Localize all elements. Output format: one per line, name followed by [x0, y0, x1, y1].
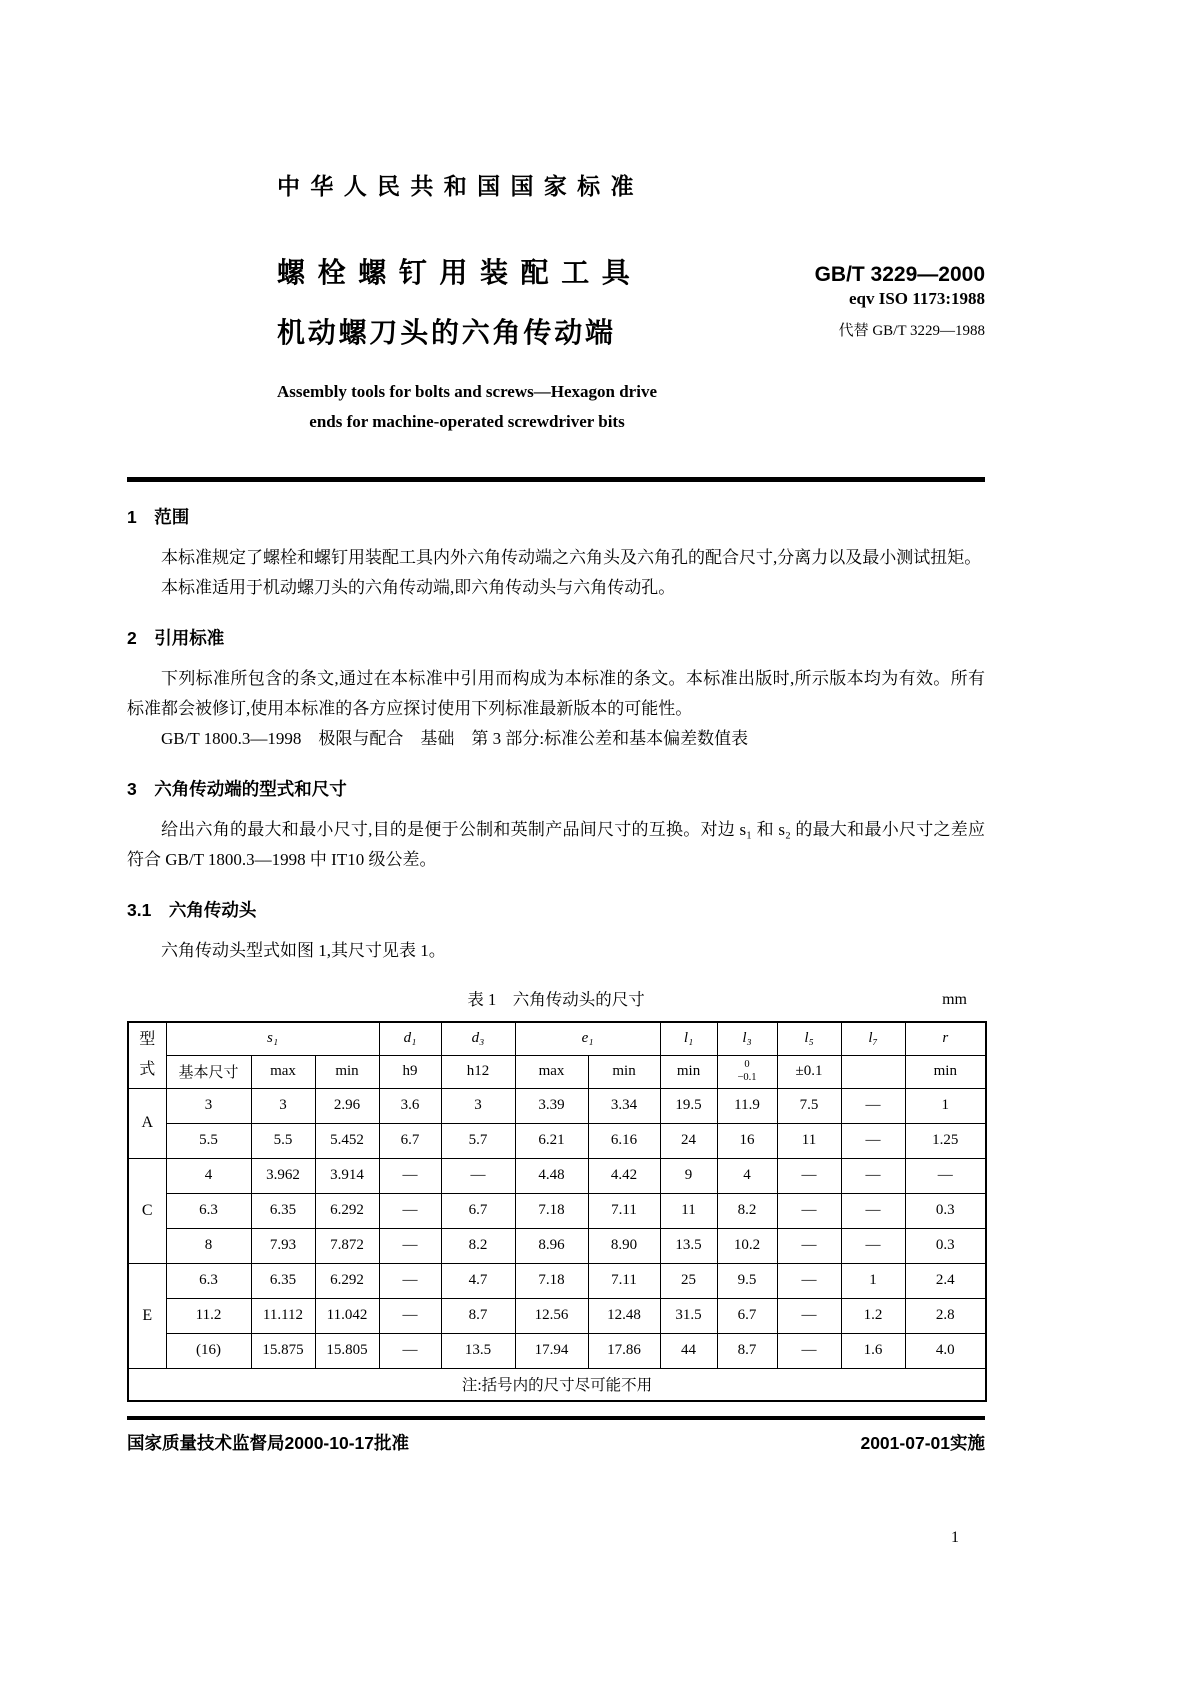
- table-row: [128, 1263, 986, 1298]
- table-row: [128, 1333, 986, 1368]
- title-row: [127, 251, 985, 351]
- table-cell: 0.3: [905, 1228, 986, 1263]
- table-cell: 25: [660, 1263, 717, 1298]
- table-cell: 4.0: [905, 1333, 986, 1368]
- table-cell: 3.34: [588, 1088, 660, 1123]
- table-cell: 6.3: [166, 1193, 251, 1228]
- table-row: [128, 1088, 986, 1123]
- document-title-en-line2: ends for machine-operated screwdriver bits: [309, 412, 625, 431]
- col-d1-tolerance: h9: [379, 1055, 441, 1088]
- table-cell: 9: [660, 1158, 717, 1193]
- table-cell: 11: [777, 1123, 841, 1158]
- table-cell: 4.42: [588, 1158, 660, 1193]
- table-cell: 7.18: [515, 1193, 588, 1228]
- table-caption-row: [127, 988, 985, 1012]
- table-cell: 13.5: [441, 1333, 515, 1368]
- type-cell: A: [128, 1088, 166, 1158]
- section-1-heading: 1 范围: [127, 507, 190, 527]
- table-cell: —: [841, 1088, 905, 1123]
- table-cell: 11.2: [166, 1298, 251, 1333]
- table-cell: —: [841, 1193, 905, 1228]
- table-cell: —: [777, 1298, 841, 1333]
- table-cell: 6.3: [166, 1263, 251, 1298]
- table-cell: 1: [841, 1263, 905, 1298]
- table-cell: 2.8: [905, 1298, 986, 1333]
- table-cell: 5.5: [251, 1123, 315, 1158]
- col-type-label: 型式: [139, 1030, 156, 1079]
- col-d3-tolerance: h12: [441, 1055, 515, 1088]
- col-s1-max: max: [251, 1055, 315, 1088]
- table-cell: 8.7: [717, 1333, 777, 1368]
- table-cell: 17.94: [515, 1333, 588, 1368]
- table-cell: 3.39: [515, 1088, 588, 1123]
- replaces-note: 代替 GB/T 3229—1988: [838, 323, 985, 339]
- table-cell: 10.2: [717, 1228, 777, 1263]
- table-cell: 2.96: [315, 1088, 379, 1123]
- table-cell: 6.35: [251, 1193, 315, 1228]
- table-cell: 24: [660, 1123, 717, 1158]
- page-number: 1: [951, 1529, 959, 1546]
- table-cell: 1.6: [841, 1333, 905, 1368]
- table-cell: —: [777, 1228, 841, 1263]
- section-3-1-paragraph: 六角传动头型式如图 1,其尺寸见表 1。: [161, 941, 446, 960]
- table-cell: 1.25: [905, 1123, 986, 1158]
- table-cell: 3: [251, 1088, 315, 1123]
- footer-rule: [127, 1416, 985, 1420]
- table-caption: 表 1 六角传动头的尺寸: [467, 990, 645, 1009]
- table-cell: —: [777, 1193, 841, 1228]
- table-cell: 4: [717, 1158, 777, 1193]
- section-2-reference: GB/T 1800.3—1998 极限与配合 基础 第 3 部分:标准公差和基本偏差数值表: [161, 729, 749, 748]
- document-title-cn-line2: 机动螺刀头的六角传动端: [277, 317, 616, 348]
- table-cell: 0.3: [905, 1193, 986, 1228]
- table-unit: mm: [942, 991, 967, 1008]
- table-header-row-1: [128, 1022, 986, 1055]
- l3-tolerance-lower: −0.1: [737, 1071, 757, 1083]
- col-l7-tolerance: [841, 1055, 905, 1088]
- approval-text: 国家质量技术监督局2000-10-17批准: [127, 1433, 410, 1453]
- col-type: [128, 1022, 166, 1088]
- table-cell: —: [777, 1158, 841, 1193]
- table-cell: —: [777, 1333, 841, 1368]
- table-cell: 15.875: [251, 1333, 315, 1368]
- type-cell: C: [128, 1158, 166, 1263]
- table-cell: 7.872: [315, 1228, 379, 1263]
- table-header-row-2: [128, 1055, 986, 1088]
- table-cell: —: [379, 1298, 441, 1333]
- table-row: [128, 1193, 986, 1228]
- table-cell: 9.5: [717, 1263, 777, 1298]
- table-cell: 12.48: [588, 1298, 660, 1333]
- table-cell: 5.452: [315, 1123, 379, 1158]
- table-cell: —: [379, 1193, 441, 1228]
- table-cell: —: [841, 1123, 905, 1158]
- col-r: r: [905, 1022, 986, 1055]
- dimensions-table: [127, 1021, 987, 1402]
- col-l3-tolerance: [717, 1055, 777, 1088]
- table-cell: 17.86: [588, 1333, 660, 1368]
- section-2-heading: 2 引用标准: [127, 628, 225, 648]
- col-l3: l₃: [717, 1022, 777, 1055]
- page-content: [127, 0, 985, 1547]
- col-d1: d₁: [379, 1022, 441, 1055]
- table-body: [128, 1088, 986, 1368]
- col-e1-max: max: [515, 1055, 588, 1088]
- col-e1: e₁: [515, 1022, 660, 1055]
- col-r-min: min: [905, 1055, 986, 1088]
- table-cell: 31.5: [660, 1298, 717, 1333]
- table-cell: 8.2: [441, 1228, 515, 1263]
- table-cell: 4.48: [515, 1158, 588, 1193]
- table-cell: —: [841, 1158, 905, 1193]
- section-2-paragraph-1: 下列标准所包含的条文,通过在本标准中引用而构成为本标准的条文。本标准出版时,所示版本均为有效。所有标准都会被修订,使用本标准的各方应探讨使用下列标准最新版本的可能性。: [127, 669, 985, 718]
- type-cell: E: [128, 1263, 166, 1368]
- col-d3: d₃: [441, 1022, 515, 1055]
- standard-code: GB/T 3229—2000: [814, 263, 985, 286]
- table-note: 注:括号内的尺寸尽可能不用: [128, 1368, 986, 1401]
- table-cell: —: [379, 1263, 441, 1298]
- table-cell: 2.4: [905, 1263, 986, 1298]
- header-rule: [127, 477, 985, 482]
- table-row: [128, 1123, 986, 1158]
- table-cell: —: [441, 1158, 515, 1193]
- table-cell: 11.112: [251, 1298, 315, 1333]
- table-cell: 6.292: [315, 1263, 379, 1298]
- table-cell: —: [905, 1158, 986, 1193]
- col-l7: l₇: [841, 1022, 905, 1055]
- table-cell: 3.914: [315, 1158, 379, 1193]
- table-cell: —: [379, 1228, 441, 1263]
- section-1-paragraph-2: 本标准适用于机动螺刀头的六角传动端,即六角传动头与六角传动孔。: [161, 578, 676, 597]
- table-cell: 1: [905, 1088, 986, 1123]
- table-cell: 7.18: [515, 1263, 588, 1298]
- col-l5: l₅: [777, 1022, 841, 1055]
- document-title-en: [127, 377, 807, 437]
- table-cell: 3: [441, 1088, 515, 1123]
- table-cell: 13.5: [660, 1228, 717, 1263]
- table-header: [128, 1022, 986, 1088]
- section-3-paragraph-1: 给出六角的最大和最小尺寸,目的是便于公制和英制产品间尺寸的互换。对边 s₁ 和 s₂ 的最大和最小尺寸之差应符合 GB/T 1800.3—1998 中 IT10 级公差。: [127, 820, 985, 869]
- table-cell: 6.35: [251, 1263, 315, 1298]
- table-cell: 8.2: [717, 1193, 777, 1228]
- document-title-cn-line1: 螺栓螺钉用装配工具: [277, 257, 643, 288]
- table-cell: 7.93: [251, 1228, 315, 1263]
- col-e1-min: min: [588, 1055, 660, 1088]
- section-3-heading: 3 六角传动端的型式和尺寸: [127, 779, 347, 799]
- table-row: [128, 1298, 986, 1333]
- table-cell: 6.7: [441, 1193, 515, 1228]
- col-l1: l₁: [660, 1022, 717, 1055]
- table-cell: 7.11: [588, 1193, 660, 1228]
- table-cell: 4.7: [441, 1263, 515, 1298]
- section-1-paragraph-1: 本标准规定了螺栓和螺钉用装配工具内外六角传动端之六角头及六角孔的配合尺寸,分离力以及最小测试扭矩。: [161, 548, 982, 567]
- table-footer: [128, 1368, 986, 1401]
- col-s1: s₁: [166, 1022, 379, 1055]
- document-header: [127, 0, 985, 437]
- l3-tolerance-stack: [738, 1059, 757, 1083]
- table-cell: 6.16: [588, 1123, 660, 1158]
- table-cell: 6.21: [515, 1123, 588, 1158]
- national-standard-label: 中华人民共和国国家标准: [277, 173, 644, 199]
- table-cell: 11.9: [717, 1088, 777, 1123]
- col-s1-min: min: [315, 1055, 379, 1088]
- standard-codes-block: [815, 263, 985, 340]
- table-cell: 3.962: [251, 1158, 315, 1193]
- table-cell: 16: [717, 1123, 777, 1158]
- table-row: [128, 1228, 986, 1263]
- table-cell: 7.11: [588, 1263, 660, 1298]
- table-cell: 4: [166, 1158, 251, 1193]
- table-cell: 11: [660, 1193, 717, 1228]
- implementation-text: 2001-07-01实施: [860, 1433, 985, 1453]
- iso-equivalence: eqv ISO 1173:1988: [848, 289, 985, 308]
- table-cell: 8: [166, 1228, 251, 1263]
- table-cell: 5.7: [441, 1123, 515, 1158]
- table-cell: 3.6: [379, 1088, 441, 1123]
- table-cell: —: [379, 1333, 441, 1368]
- l3-tolerance-upper: 0: [744, 1059, 750, 1071]
- table-cell: —: [777, 1263, 841, 1298]
- col-l1-min: min: [660, 1055, 717, 1088]
- table-cell: —: [379, 1158, 441, 1193]
- table-cell: 6.292: [315, 1193, 379, 1228]
- table-cell: 6.7: [717, 1298, 777, 1333]
- table-cell: (16): [166, 1333, 251, 1368]
- table-cell: 1.2: [841, 1298, 905, 1333]
- col-s1-basic: 基本尺寸: [166, 1055, 251, 1088]
- table-cell: 19.5: [660, 1088, 717, 1123]
- table-cell: 7.5: [777, 1088, 841, 1123]
- section-3-1-heading: 3.1 六角传动头: [127, 900, 257, 920]
- table-row: [128, 1158, 986, 1193]
- document-title-cn: [277, 251, 642, 351]
- table-cell: 44: [660, 1333, 717, 1368]
- table-cell: —: [841, 1228, 905, 1263]
- document-title-en-line1: Assembly tools for bolts and screws—Hexagon drive: [277, 382, 657, 401]
- table-note-row: [128, 1368, 986, 1401]
- table-cell: 15.805: [315, 1333, 379, 1368]
- table-cell: 11.042: [315, 1298, 379, 1333]
- table-cell: 5.5: [166, 1123, 251, 1158]
- table-cell: 3: [166, 1088, 251, 1123]
- table-cell: 8.96: [515, 1228, 588, 1263]
- table-cell: 12.56: [515, 1298, 588, 1333]
- table-cell: 8.90: [588, 1228, 660, 1263]
- table-cell: 6.7: [379, 1123, 441, 1158]
- table-cell: 8.7: [441, 1298, 515, 1333]
- col-l5-tolerance: ±0.1: [777, 1055, 841, 1088]
- footer-row: [127, 1430, 985, 1455]
